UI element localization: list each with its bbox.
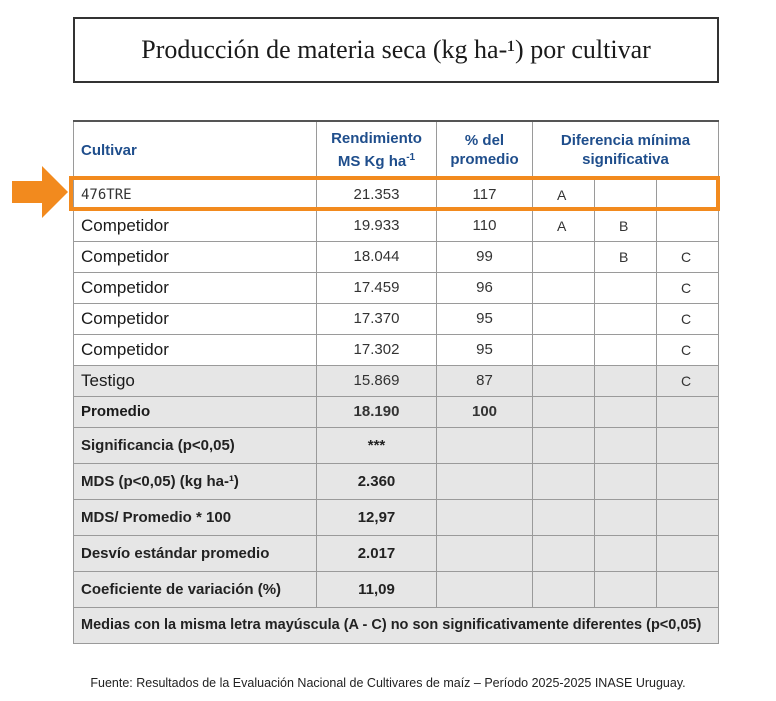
header-diferencia-line1: Diferencia mínima [560,132,691,150]
source-caption: Fuente: Resultados de la Evaluación Nacional de Cultivares de maíz – Período 2025-2025 INASE Uruguay. [90,676,686,690]
cell-rendimiento: 17.459 [317,272,437,303]
cell-cultivar: Competidor [74,303,317,334]
table-row [74,210,719,241]
empty-cell [533,571,595,607]
cell-rendimiento: 17.302 [317,334,437,365]
table-note: Medias con la misma letra mayúscula (A - C) no son significativamente diferentes (p<0,05) [74,607,719,643]
stat-row [74,571,719,607]
table-row [74,334,719,365]
cell-letter-3 [657,179,719,210]
cell-letter-3: C [657,303,719,334]
empty-cell [595,535,657,571]
table-row-promedio [74,396,719,427]
cell-letter-3 [657,396,719,427]
stat-row [74,499,719,535]
cell-letter-2 [595,179,657,210]
cell-pct: 117 [437,179,533,210]
stat-row [74,463,719,499]
header-cultivar: Cultivar [74,121,317,179]
cell-letter-3: C [657,365,719,396]
stat-label: Significancia (p<0,05) [74,427,317,463]
cell-letter-1 [533,396,595,427]
empty-cell [437,427,533,463]
empty-cell [657,571,719,607]
results-table [73,120,719,644]
cell-pct: 95 [437,303,533,334]
stat-label: MDS/ Promedio * 100 [74,499,317,535]
empty-cell [595,427,657,463]
empty-cell [437,463,533,499]
header-row [74,121,719,179]
stat-value: 2.360 [317,463,437,499]
header-promedio-line1: % del [464,132,505,150]
empty-cell [533,427,595,463]
header-rendimiento-line1: Rendimiento [331,130,422,148]
empty-cell [657,463,719,499]
header-rendimiento-line2: MS Kg ha [337,153,407,171]
arrow-icon [12,166,68,218]
cell-letter-2 [595,334,657,365]
cell-letter-2: B [595,210,657,241]
cell-cultivar: Competidor [74,272,317,303]
cell-rendimiento: 15.869 [317,365,437,396]
stat-label: MDS (p<0,05) (kg ha-¹) [74,463,317,499]
cell-pct: 96 [437,272,533,303]
stat-label: Coeficiente de variación (%) [74,571,317,607]
cell-cultivar: Competidor [74,241,317,272]
empty-cell [437,499,533,535]
empty-cell [657,499,719,535]
empty-cell [595,571,657,607]
table-row [74,272,719,303]
cell-letter-1: A [533,210,595,241]
header-promedio [437,121,533,179]
cell-letter-3 [657,210,719,241]
cell-cultivar: Testigo [74,365,317,396]
cell-pct: 100 [437,396,533,427]
cell-letter-1: A [533,179,595,210]
cell-cultivar: Competidor [74,334,317,365]
table-row-testigo [74,365,719,396]
stat-row [74,427,719,463]
cell-pct: 87 [437,365,533,396]
empty-cell [595,463,657,499]
table-row-476tre [74,179,719,210]
cell-letter-3: C [657,272,719,303]
cell-cultivar: Competidor [74,210,317,241]
header-rendimiento-sup: -1 [406,152,416,164]
cell-letter-1 [533,334,595,365]
stat-label: Desvío estándar promedio [74,535,317,571]
cell-cultivar: 476TRE [74,179,317,210]
cell-letter-3: C [657,241,719,272]
empty-cell [533,499,595,535]
empty-cell [657,427,719,463]
cell-cultivar: Promedio [74,396,317,427]
empty-cell [595,499,657,535]
table-row [74,303,719,334]
header-diferencia-line2: significativa [582,151,669,169]
cell-letter-1 [533,241,595,272]
cell-pct: 110 [437,210,533,241]
cell-rendimiento: 17.370 [317,303,437,334]
cell-letter-2 [595,303,657,334]
cell-letter-3: C [657,334,719,365]
note-row [74,607,719,643]
empty-cell [437,535,533,571]
cell-letter-2 [595,396,657,427]
stat-value: 11,09 [317,571,437,607]
cell-letter-2 [595,272,657,303]
cell-letter-2 [595,365,657,396]
stat-value: 12,97 [317,499,437,535]
table-row [74,241,719,272]
cell-rendimiento: 19.933 [317,210,437,241]
cell-pct: 99 [437,241,533,272]
header-diferencia [533,121,719,179]
cell-rendimiento: 18.044 [317,241,437,272]
stat-row [74,535,719,571]
table-title: Producción de materia seca (kg ha-¹) por cultivar [73,17,719,83]
cell-letter-2: B [595,241,657,272]
stat-value: 2.017 [317,535,437,571]
cell-rendimiento: 21.353 [317,179,437,210]
stat-value: *** [317,427,437,463]
cell-rendimiento: 18.190 [317,396,437,427]
empty-cell [437,571,533,607]
empty-cell [533,463,595,499]
header-promedio-line2: promedio [450,151,519,169]
header-rendimiento [317,121,437,179]
cell-pct: 95 [437,334,533,365]
empty-cell [533,535,595,571]
cell-letter-1 [533,303,595,334]
empty-cell [657,535,719,571]
cell-letter-1 [533,365,595,396]
cell-letter-1 [533,272,595,303]
